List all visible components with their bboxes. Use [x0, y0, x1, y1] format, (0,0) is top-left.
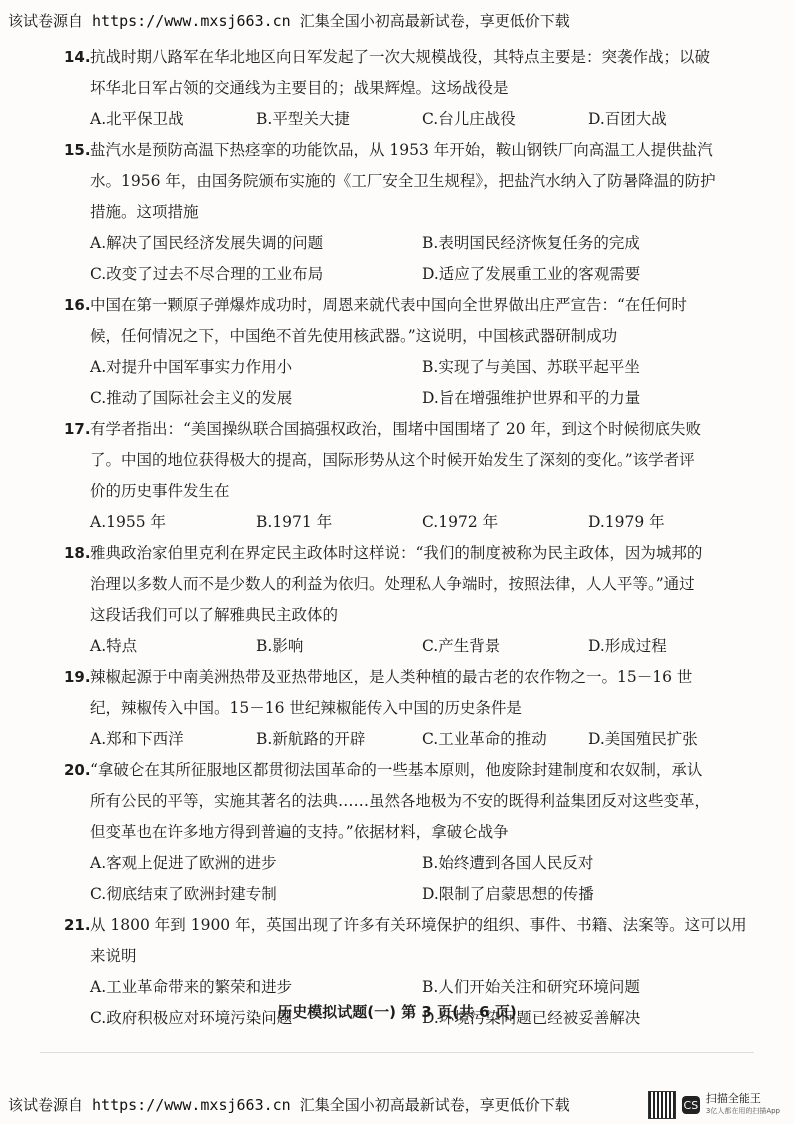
options-group: [64, 352, 754, 414]
watermark-header: [0, 0, 794, 40]
watermark-header-text: 该试卷源自 https://www.mxsj663.cn 汇集全国小初高最新试卷，享更低价下载: [8, 11, 570, 30]
watermark-footer: [0, 1084, 794, 1124]
option-c: C.产生背景: [422, 637, 501, 655]
option-a: A.北平保卫战: [90, 110, 184, 128]
option-c: C.推动了国际社会主义的发展: [90, 389, 293, 407]
question-number: 17.: [64, 420, 91, 438]
question-stem-line: 这段话我们可以了解雅典民主政体的: [90, 606, 339, 624]
option-d: D.美国殖民扩张: [588, 730, 698, 748]
option-b: B.新航路的开辟: [256, 730, 366, 748]
option-d: D.1979 年: [588, 513, 665, 531]
cs-logo-icon: CS: [682, 1096, 700, 1114]
option-a: A.对提升中国军事实力作用小: [90, 358, 293, 376]
option-b: B.表明国民经济恢复任务的完成: [422, 234, 640, 252]
option-b: B.平型关大捷: [256, 110, 350, 128]
question-stem-line: 纪，辣椒传入中国。15－16 世纪辣椒能传入中国的历史条件是: [90, 699, 522, 717]
option-c: C.台儿庄战役: [422, 110, 516, 128]
question-stem-line: 价的历史事件发生在: [90, 482, 230, 500]
options-group: [64, 631, 754, 662]
question-number: 14.: [64, 48, 91, 66]
question-stem-line: 有学者指出：“美国操纵联合国搞强权政治，围堵中国围堵了 20 年，到这个时候彻底失败: [90, 420, 702, 438]
question-stem-line: 雅典政治家伯里克利在界定民主政体时这样说：“我们的制度被称为民主政体，因为城邦的: [90, 544, 703, 562]
question-stem-line: 所有公民的平等，实施其著名的法典……虽然各地极为不安的既得利益集团反对这些变革，: [90, 792, 711, 810]
option-a: A.客观上促进了欧洲的进步: [90, 854, 277, 872]
option-c: C.政府积极应对环境污染问题: [90, 1009, 293, 1027]
question-stem-line: 辣椒起源于中南美洲热带及亚热带地区，是人类种植的最古老的农作物之一。15－16 世: [90, 668, 693, 686]
question-number: 16.: [64, 296, 91, 314]
option-c: C.彻底结束了欧洲封建专制: [90, 885, 277, 903]
option-c: C.1972 年: [422, 513, 499, 531]
options-group: [64, 104, 754, 135]
question-20: [64, 755, 754, 910]
option-a: A.特点: [90, 637, 138, 655]
question-stem-line: 坏华北日军占领的交通线为主要目的；战果辉煌。这场战役是: [90, 79, 509, 97]
question-number: 21.: [64, 916, 91, 934]
question-stem-line: 候，任何情况之下，中国绝不首先使用核武器。”这说明，中国核武器研制成功: [90, 327, 618, 345]
question-stem-line: 来说明: [90, 947, 137, 965]
option-b: B.人们开始关注和研究环境问题: [422, 978, 640, 996]
question-stem-line: 治理以多数人而不是少数人的利益为依归。处理私人争端时，按照法律，人人平等。”通过: [90, 575, 695, 593]
option-a: A.解决了国民经济发展失调的问题: [90, 234, 324, 252]
question-17: [64, 414, 754, 538]
page-footer: 历史模拟试题(一) 第 3 页(共 6 页): [277, 1003, 517, 1021]
option-d: D.适应了发展重工业的客观需要: [422, 265, 641, 283]
option-b: B.影响: [256, 637, 304, 655]
question-number: 15.: [64, 141, 91, 159]
option-b: B.实现了与美国、苏联平起平坐: [422, 358, 640, 376]
option-b: B.1971 年: [256, 513, 333, 531]
options-group: [64, 228, 754, 290]
question-stem-line: 抗战时期八路军在华北地区向日军发起了一次大规模战役，其特点主要是：突袭作战；以破: [90, 48, 711, 66]
option-d: D.旨在增强维护世界和平的力量: [422, 389, 641, 407]
option-a: A.1955 年: [90, 513, 166, 531]
options-group: [64, 848, 754, 910]
options-group: [64, 724, 754, 755]
question-number: 18.: [64, 544, 91, 562]
question-16: [64, 290, 754, 414]
options-group: [64, 507, 754, 538]
brand-name: 扫描全能王: [705, 1092, 761, 1105]
scanner-logo: [648, 1091, 780, 1119]
option-c: C.改变了过去不尽合理的工业布局: [90, 265, 324, 283]
option-b: B.始终遭到各国人民反对: [422, 854, 594, 872]
divider: [40, 1052, 754, 1053]
watermark-footer-text: 该试卷源自 https://www.mxsj663.cn 汇集全国小初高最新试卷，享更低价下载: [8, 1095, 570, 1114]
question-stem-line: “拿破仑在其所征服地区都贯彻法国革命的一些基本原则，他废除封建制度和农奴制，承认: [90, 761, 703, 779]
question-15: [64, 135, 754, 290]
question-stem-line: 了。中国的地位获得极大的提高，国际形势从这个时候开始发生了深刻的变化。”该学者评: [90, 451, 695, 469]
option-c: C.工业革命的推动: [422, 730, 547, 748]
question-19: [64, 662, 754, 755]
option-d: D.百团大战: [588, 110, 667, 128]
exam-page: [64, 42, 754, 1034]
question-number: 19.: [64, 668, 91, 686]
option-a: A.工业革命带来的繁荣和进步: [90, 978, 293, 996]
question-number: 20.: [64, 761, 91, 779]
qr-code-icon: [648, 1091, 676, 1119]
question-stem-line: 措施。这项措施: [90, 203, 199, 221]
brand-subtitle: 3亿人都在用的扫描App: [705, 1107, 780, 1115]
option-d: D.形成过程: [588, 637, 667, 655]
question-18: [64, 538, 754, 662]
question-stem-line: 从 1800 年到 1900 年，英国出现了许多有关环境保护的组织、事件、书籍、法案等。这可以用: [90, 916, 747, 934]
question-stem-line: 中国在第一颗原子弹爆炸成功时，周恩来就代表中国向全世界做出庄严宣告：“在任何时: [90, 296, 687, 314]
option-d: D.限制了启蒙思想的传播: [422, 885, 594, 903]
option-a: A.郑和下西洋: [90, 730, 184, 748]
question-stem-line: 盐汽水是预防高温下热痉挛的功能饮品，从 1953 年开始，鞍山钢铁厂向高温工人提供盐汽: [90, 141, 713, 159]
option-d: D.环境污染问题已经被妥善解决: [422, 1009, 641, 1027]
question-stem-line: 但变革也在许多地方得到普遍的支持。”依据材料，拿破仑战争: [90, 823, 509, 841]
question-14: [64, 42, 754, 135]
question-stem-line: 水。1956 年，由国务院颁布实施的《工厂安全卫生规程》，把盐汽水纳入了防暑降温的防护: [90, 172, 716, 190]
